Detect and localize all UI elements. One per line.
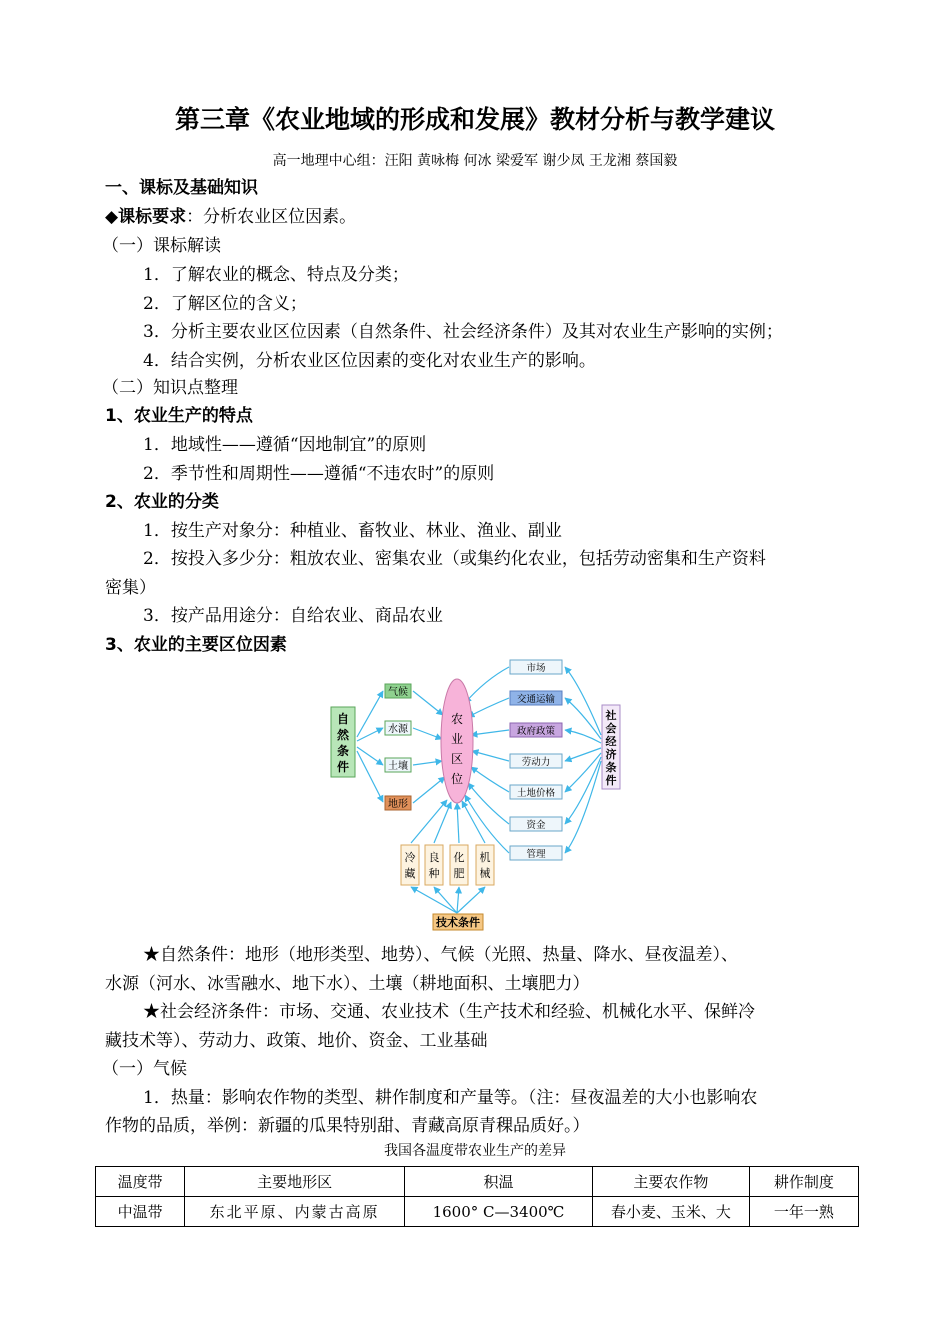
social-label-char: 件 [605,774,617,787]
table-cell: 一年一熟 [749,1197,858,1227]
interpretation-item: 1．了解农业的概念、特点及分类； [143,265,409,285]
classification-item: 3．按产品用途分：自给农业、商品农业 [143,606,443,626]
table-cell: 春小麦、玉米、大 [593,1197,750,1227]
arrow [411,887,457,913]
arrow [468,698,509,717]
location-factors-diagram [325,655,625,935]
arrow [468,783,509,824]
arrow [565,667,601,735]
social-label-char: 会 [605,722,617,735]
interpretation-item: 4．结合实例，分析农业区位因素的变化对农业生产的影响。 [143,351,596,371]
arrow [465,667,509,703]
page-title: 第三章《农业地域的形成和发展》教材分析与教学建议 [174,105,775,134]
table-header-cell: 主要农作物 [593,1167,750,1197]
arrow [357,747,383,765]
temperature-zone-table [95,1166,859,1227]
arrow [457,803,459,843]
natural-label-char: 件 [336,760,350,774]
classification-item-continued: 密集） [105,578,156,598]
table-header-row [96,1167,859,1197]
arrow [411,800,447,843]
standard-label: ◆课标要求 [105,207,187,227]
center-char: 业 [450,732,464,746]
natural-label-char: 条 [336,744,350,758]
tech-item-char: 肥 [453,867,465,880]
tech-item-char: 机 [479,851,491,864]
arrow [457,887,485,913]
knowledge-heading: （二）知识点整理 [102,378,238,398]
classification-item: 2．按投入多少分：粗放农业、密集农业（或集约化农业，包括劳动密集和生产资料 [143,549,766,569]
interpretation-heading: （一）课标解读 [102,236,221,256]
tech-label: 技术条件 [436,916,480,929]
social-label-char: 济 [605,748,617,761]
arrow [413,777,445,803]
climate-heading: （一）气候 [102,1059,187,1079]
arrow [457,887,459,913]
table-cell: 东北平原、内蒙古高原 [185,1197,405,1227]
table-header-cell: 主要地形区 [185,1167,405,1197]
arrow [413,728,442,739]
table-cell: 中温带 [96,1197,185,1227]
natural-conditions-paragraph: ★自然条件：地形（地形类型、地势）、气候（光照、热量、降水、昼夜温差）、 [143,945,738,965]
tech-item-char: 良 [428,851,440,864]
factors-heading: 3、农业的主要区位因素 [105,635,287,655]
social-item: 市场 [526,663,546,674]
tech-item-char: 种 [428,867,440,880]
standard-text: ：分析农业区位因素。 [186,207,357,227]
social-item: 土地价格 [516,788,556,799]
center-char: 区 [450,752,464,766]
arrow [413,691,443,715]
arrow [413,761,442,765]
social-item: 管理 [526,849,546,860]
standard-requirement [105,205,356,229]
arrow [434,802,451,843]
natural-item: 土壤 [388,761,408,772]
arrow [357,751,383,802]
table-header-cell: 温度带 [96,1167,185,1197]
tech-item-char: 藏 [404,867,416,880]
arrow [565,698,601,739]
interpretation-item: 3．分析主要农业区位因素（自然条件、社会经济条件）及其对农业生产影响的实例； [143,322,783,342]
section-heading: 一、课标及基础知识 [105,178,258,198]
arrow [565,761,601,853]
arrow [472,751,509,761]
natural-item: 地形 [388,799,408,810]
social-item: 政府政策 [516,726,556,737]
table-header-cell: 耕作制度 [749,1167,858,1197]
tech-item-char: 化 [453,851,465,864]
social-item: 资金 [526,820,546,831]
authors-line: 高一地理中心组：汪阳 黄咏梅 何冰 梁爱军 谢少凤 王龙湘 蔡国毅 [272,153,678,169]
table-row [96,1197,859,1227]
table-caption: 我国各温度带农业生产的差异 [384,1143,566,1159]
arrow [471,730,509,735]
natural-item: 水源 [388,724,408,735]
center-char: 位 [450,772,464,786]
arrow [471,767,509,792]
features-heading: 1、农业生产的特点 [105,406,253,426]
natural-conditions-paragraph: 水源（河水、冰雪融水、地下水）、土壤（耕地面积、土壤肥力） [105,974,590,994]
table-cell: 1600° C—3400℃ [404,1197,592,1227]
features-item: 1．地域性——遵循“因地制宜”的原则 [143,435,427,455]
arrow [434,887,457,913]
heat-paragraph: 1．热量：影响农作物的类型、耕作制度和产量等。（注：昼夜温差的大小也影响农 [143,1088,758,1108]
tech-item-char: 械 [479,867,491,880]
arrow [565,757,601,824]
features-item: 2．季节性和周期性——遵循“不违农时”的原则 [143,464,495,484]
social-label-char: 条 [605,761,617,774]
tech-item-char: 冷 [404,851,416,864]
social-conditions-paragraph: 藏技术等）、劳动力、政策、地价、资金、工业基础 [105,1031,488,1051]
arrow [462,801,485,843]
interpretation-item: 2．了解区位的含义； [143,294,307,314]
natural-item: 气候 [388,687,408,698]
classification-heading: 2、农业的分类 [105,492,219,512]
natural-label-char: 自 [336,712,350,726]
table-header-cell: 积温 [404,1167,592,1197]
center-char: 农 [450,712,464,726]
social-item: 交通运输 [516,694,556,705]
social-item: 劳动力 [521,757,551,768]
social-label-char: 社 [605,709,617,722]
heat-paragraph: 作物的品质，举例：新疆的瓜果特别甜、青藏高原青稞品质好。） [105,1116,590,1136]
natural-label-char: 然 [336,728,350,742]
social-label-char: 经 [605,735,617,748]
classification-item: 1．按生产对象分：种植业、畜牧业、林业、渔业、副业 [143,521,562,541]
social-conditions-paragraph: ★社会经济条件：市场、交通、农业技术（生产技术和经验、机械化水平、保鲜冷 [143,1002,755,1022]
